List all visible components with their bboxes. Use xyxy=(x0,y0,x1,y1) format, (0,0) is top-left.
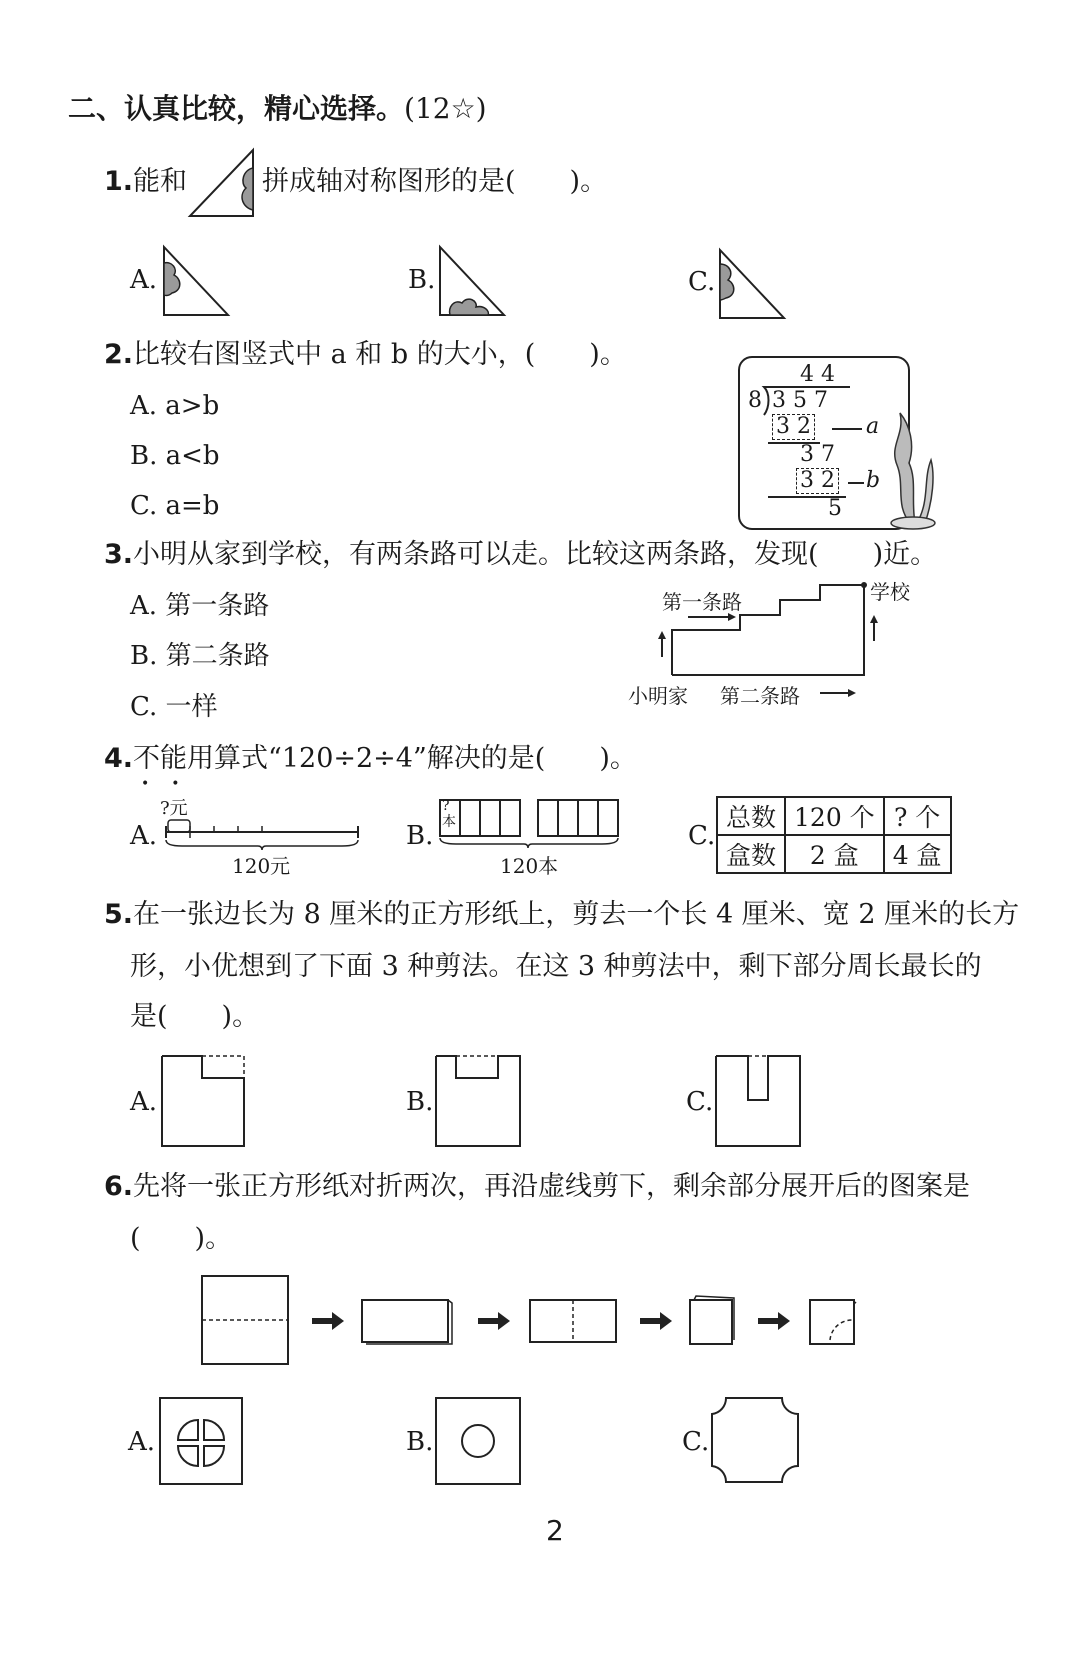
dividend: 3 5 7 xyxy=(772,388,828,413)
seaweed-decoration xyxy=(885,405,940,530)
q5-option-a[interactable]: A. xyxy=(130,1087,158,1117)
table-row xyxy=(717,835,951,873)
q1-option-a[interactable]: A. xyxy=(130,265,158,295)
label-a: a xyxy=(866,414,880,439)
q4a-total: 120元 xyxy=(232,854,291,878)
page-number: 2 xyxy=(546,1514,564,1547)
question-1: 1.能和 xyxy=(104,166,188,197)
question-6-line-2: ( )。 xyxy=(130,1223,233,1254)
emphasis-dots: •• xyxy=(141,776,202,792)
table-row xyxy=(717,797,951,835)
step3-box: 3 2 xyxy=(796,468,839,494)
q5-option-b[interactable]: B. xyxy=(406,1087,434,1117)
q4a-segment-diagram xyxy=(162,814,362,854)
question-1-text: 拼成轴对称图形的是( )。 xyxy=(262,166,608,197)
q2-option-b[interactable]: B. a<b xyxy=(130,441,220,471)
table-cell: 盒数 xyxy=(717,835,785,873)
table-cell: 总数 xyxy=(717,797,785,835)
question-6-line-1: 6.先将一张正方形纸对折两次，再沿虚线剪下，剩余部分展开后的图案是 xyxy=(104,1171,971,1202)
school-label: 学校 xyxy=(870,580,910,604)
question-2: 2.比较右图竖式中 a 和 b 的大小，( )。 xyxy=(104,339,627,370)
pointer-a xyxy=(832,428,862,430)
q6-option-c-figure xyxy=(710,1396,800,1486)
table-cell: 2 盒 xyxy=(785,835,884,873)
question-3: 3.小明从家到学校，有两条路可以走。比较这两条路，发现( )近。 xyxy=(104,539,938,570)
q4-option-a[interactable]: A. xyxy=(130,821,158,851)
table-cell: 120 个 xyxy=(785,797,884,835)
q6-option-b[interactable]: B. xyxy=(406,1427,434,1457)
q6-option-a-figure xyxy=(158,1396,244,1486)
route1-label: 第一条路 xyxy=(662,590,742,614)
question-5-line-2: 形，小优想到了下面 3 种剪法。在这 3 种剪法中，剩下部分周长最长的 xyxy=(130,951,982,982)
q4-option-b[interactable]: B. xyxy=(406,821,434,851)
remainder: 5 xyxy=(828,496,842,521)
q4c-table xyxy=(716,796,952,874)
table-cell: ? 个 xyxy=(884,797,951,835)
q4b-box-label: ?本 xyxy=(442,798,456,830)
q4-option-c[interactable]: C. xyxy=(688,821,716,851)
divisor: 8 xyxy=(748,388,762,413)
section-title: 二、认真比较，精心选择。(12☆) xyxy=(68,92,487,125)
home-label: 小明家 xyxy=(628,684,688,708)
q5-option-c[interactable]: C. xyxy=(686,1087,714,1117)
q5-option-b-figure xyxy=(434,1054,524,1150)
q2-option-c[interactable]: C. a=b xyxy=(130,491,220,521)
q3-option-a[interactable]: A. 第一条路 xyxy=(130,591,270,621)
q5-option-a-figure xyxy=(160,1054,250,1150)
q1-option-c[interactable]: C. xyxy=(688,267,716,297)
label-b: b xyxy=(866,468,881,493)
quotient: 4 4 xyxy=(800,362,835,387)
q1-option-a-triangle xyxy=(162,245,232,317)
folding-process-diagram xyxy=(200,1274,860,1370)
q6-option-b-figure xyxy=(434,1396,522,1486)
route2-label: 第二条路 xyxy=(720,684,800,708)
step2: 3 7 xyxy=(800,442,835,467)
question-4: 4.不能用算式“120÷2÷4”解决的是( )。 xyxy=(104,743,637,774)
q6-option-a[interactable]: A. xyxy=(128,1427,156,1457)
q1-option-c-triangle xyxy=(718,248,788,320)
q3-option-c[interactable]: C. 一样 xyxy=(130,692,218,722)
step1-box: 3 2 xyxy=(772,414,815,440)
question-5-line-3: 是( )。 xyxy=(130,1001,260,1032)
q4b-total: 120本 xyxy=(500,854,559,878)
question-5-line-1: 5.在一张边长为 8 厘米的正方形纸上，剪去一个长 4 厘米、宽 2 厘米的长方 xyxy=(104,899,1020,930)
q2-option-a[interactable]: A. a>b xyxy=(130,391,220,421)
table-cell: 4 盒 xyxy=(884,835,951,873)
q4a-top-label: ?元 xyxy=(160,798,188,819)
q5-option-c-figure xyxy=(714,1054,804,1150)
q1-option-b[interactable]: B. xyxy=(408,265,436,295)
q1-reference-triangle xyxy=(188,148,258,218)
q4b-book-diagram xyxy=(436,798,626,848)
pointer-b xyxy=(848,482,864,484)
q6-option-c[interactable]: C. xyxy=(682,1427,710,1457)
q3-option-b[interactable]: B. 第二条路 xyxy=(130,641,270,671)
q1-option-b-triangle xyxy=(438,245,508,317)
